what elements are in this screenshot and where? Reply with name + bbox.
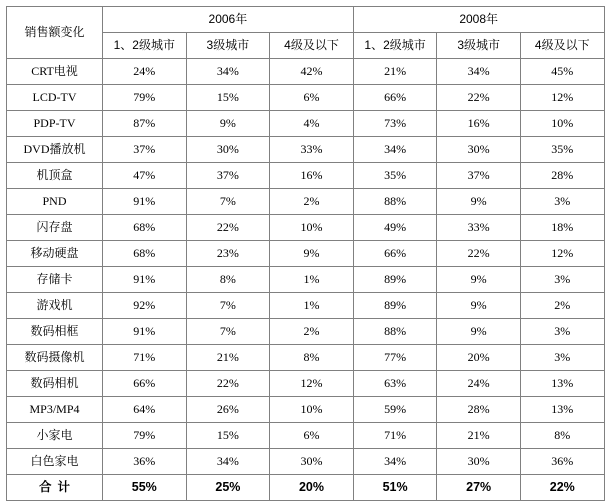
cell-value: 21% <box>186 345 270 371</box>
row-label: 白色家电 <box>7 449 103 475</box>
cell-value: 12% <box>520 241 604 267</box>
row-label: DVD播放机 <box>7 137 103 163</box>
cell-value: 79% <box>103 85 187 111</box>
cell-value: 91% <box>103 267 187 293</box>
cell-value: 66% <box>353 241 437 267</box>
cell-value: 7% <box>186 189 270 215</box>
cell-value: 22% <box>437 241 521 267</box>
cell-value: 12% <box>270 371 354 397</box>
cell-value: 37% <box>103 137 187 163</box>
cell-value: 68% <box>103 215 187 241</box>
cell-value: 21% <box>353 59 437 85</box>
cell-value: 3% <box>520 189 604 215</box>
cell-value: 49% <box>353 215 437 241</box>
header-2006-tier3: 3级城市 <box>186 33 270 59</box>
header-row-years <box>7 7 605 33</box>
cell-value: 71% <box>353 423 437 449</box>
table-row <box>7 163 605 189</box>
row-label: 闪存盘 <box>7 215 103 241</box>
cell-value: 8% <box>186 267 270 293</box>
cell-value: 87% <box>103 111 187 137</box>
table-row <box>7 267 605 293</box>
cell-value: 30% <box>437 137 521 163</box>
table-row <box>7 345 605 371</box>
cell-value: 28% <box>520 163 604 189</box>
row-label: 存储卡 <box>7 267 103 293</box>
row-label: PND <box>7 189 103 215</box>
table-row <box>7 423 605 449</box>
table-row <box>7 85 605 111</box>
row-label: MP3/MP4 <box>7 397 103 423</box>
header-2006-tier12: 1、2级城市 <box>103 33 187 59</box>
cell-value: 2% <box>270 319 354 345</box>
cell-value: 30% <box>270 449 354 475</box>
cell-value: 79% <box>103 423 187 449</box>
row-label: PDP-TV <box>7 111 103 137</box>
cell-value: 64% <box>103 397 187 423</box>
table-row <box>7 189 605 215</box>
cell-value: 24% <box>437 371 521 397</box>
cell-value: 30% <box>437 449 521 475</box>
table-header <box>7 7 605 59</box>
total-cell-value: 27% <box>437 475 521 501</box>
cell-value: 22% <box>186 215 270 241</box>
cell-value: 16% <box>270 163 354 189</box>
table-row <box>7 215 605 241</box>
cell-value: 13% <box>520 371 604 397</box>
cell-value: 7% <box>186 293 270 319</box>
cell-value: 9% <box>437 293 521 319</box>
sales-change-table <box>6 6 605 501</box>
cell-value: 10% <box>270 215 354 241</box>
cell-value: 47% <box>103 163 187 189</box>
header-year-2006: 2006年 <box>103 7 354 33</box>
cell-value: 18% <box>520 215 604 241</box>
cell-value: 9% <box>437 189 521 215</box>
cell-value: 6% <box>270 85 354 111</box>
row-label: LCD-TV <box>7 85 103 111</box>
cell-value: 28% <box>437 397 521 423</box>
cell-value: 66% <box>103 371 187 397</box>
total-cell-value: 25% <box>186 475 270 501</box>
cell-value: 91% <box>103 319 187 345</box>
cell-value: 37% <box>186 163 270 189</box>
cell-value: 37% <box>437 163 521 189</box>
header-2006-tier4plus: 4级及以下 <box>270 33 354 59</box>
total-cell-value: 22% <box>520 475 604 501</box>
table-row <box>7 293 605 319</box>
total-cell-value: 55% <box>103 475 187 501</box>
total-cell-value: 51% <box>353 475 437 501</box>
cell-value: 9% <box>437 319 521 345</box>
table-row <box>7 137 605 163</box>
row-label: 小家电 <box>7 423 103 449</box>
cell-value: 89% <box>353 267 437 293</box>
cell-value: 20% <box>437 345 521 371</box>
cell-value: 66% <box>353 85 437 111</box>
header-2008-tier12: 1、2级城市 <box>353 33 437 59</box>
cell-value: 59% <box>353 397 437 423</box>
table-total-row <box>7 475 605 501</box>
cell-value: 34% <box>437 59 521 85</box>
cell-value: 4% <box>270 111 354 137</box>
cell-value: 3% <box>520 319 604 345</box>
cell-value: 3% <box>520 345 604 371</box>
cell-value: 36% <box>520 449 604 475</box>
row-label: 数码摄像机 <box>7 345 103 371</box>
cell-value: 10% <box>270 397 354 423</box>
cell-value: 9% <box>270 241 354 267</box>
row-label: 机顶盒 <box>7 163 103 189</box>
cell-value: 15% <box>186 85 270 111</box>
cell-value: 9% <box>437 267 521 293</box>
total-row-label: 合计 <box>7 475 103 501</box>
cell-value: 7% <box>186 319 270 345</box>
cell-value: 9% <box>186 111 270 137</box>
row-label: 移动硬盘 <box>7 241 103 267</box>
header-corner-label: 销售额变化 <box>7 7 103 59</box>
header-year-2008: 2008年 <box>353 7 604 33</box>
table-row <box>7 111 605 137</box>
cell-value: 34% <box>353 137 437 163</box>
cell-value: 2% <box>520 293 604 319</box>
cell-value: 42% <box>270 59 354 85</box>
cell-value: 89% <box>353 293 437 319</box>
cell-value: 35% <box>353 163 437 189</box>
header-2008-tier3: 3级城市 <box>437 33 521 59</box>
cell-value: 10% <box>520 111 604 137</box>
cell-value: 92% <box>103 293 187 319</box>
table-row <box>7 319 605 345</box>
cell-value: 30% <box>186 137 270 163</box>
row-label: 数码相框 <box>7 319 103 345</box>
row-label: CRT电视 <box>7 59 103 85</box>
cell-value: 3% <box>520 267 604 293</box>
cell-value: 63% <box>353 371 437 397</box>
cell-value: 8% <box>520 423 604 449</box>
cell-value: 33% <box>437 215 521 241</box>
table-row <box>7 371 605 397</box>
cell-value: 88% <box>353 319 437 345</box>
cell-value: 21% <box>437 423 521 449</box>
cell-value: 1% <box>270 293 354 319</box>
table-row <box>7 449 605 475</box>
cell-value: 45% <box>520 59 604 85</box>
cell-value: 91% <box>103 189 187 215</box>
cell-value: 34% <box>353 449 437 475</box>
table-row <box>7 397 605 423</box>
cell-value: 68% <box>103 241 187 267</box>
cell-value: 22% <box>186 371 270 397</box>
cell-value: 35% <box>520 137 604 163</box>
cell-value: 34% <box>186 449 270 475</box>
table-row <box>7 241 605 267</box>
header-2008-tier4plus: 4级及以下 <box>520 33 604 59</box>
cell-value: 24% <box>103 59 187 85</box>
cell-value: 22% <box>437 85 521 111</box>
cell-value: 8% <box>270 345 354 371</box>
cell-value: 15% <box>186 423 270 449</box>
cell-value: 13% <box>520 397 604 423</box>
total-cell-value: 20% <box>270 475 354 501</box>
row-label: 游戏机 <box>7 293 103 319</box>
cell-value: 12% <box>520 85 604 111</box>
cell-value: 23% <box>186 241 270 267</box>
cell-value: 16% <box>437 111 521 137</box>
cell-value: 26% <box>186 397 270 423</box>
row-label: 数码相机 <box>7 371 103 397</box>
table-body <box>7 59 605 501</box>
cell-value: 33% <box>270 137 354 163</box>
table-row <box>7 59 605 85</box>
cell-value: 71% <box>103 345 187 371</box>
cell-value: 2% <box>270 189 354 215</box>
cell-value: 6% <box>270 423 354 449</box>
cell-value: 77% <box>353 345 437 371</box>
cell-value: 1% <box>270 267 354 293</box>
cell-value: 73% <box>353 111 437 137</box>
cell-value: 36% <box>103 449 187 475</box>
cell-value: 88% <box>353 189 437 215</box>
cell-value: 34% <box>186 59 270 85</box>
